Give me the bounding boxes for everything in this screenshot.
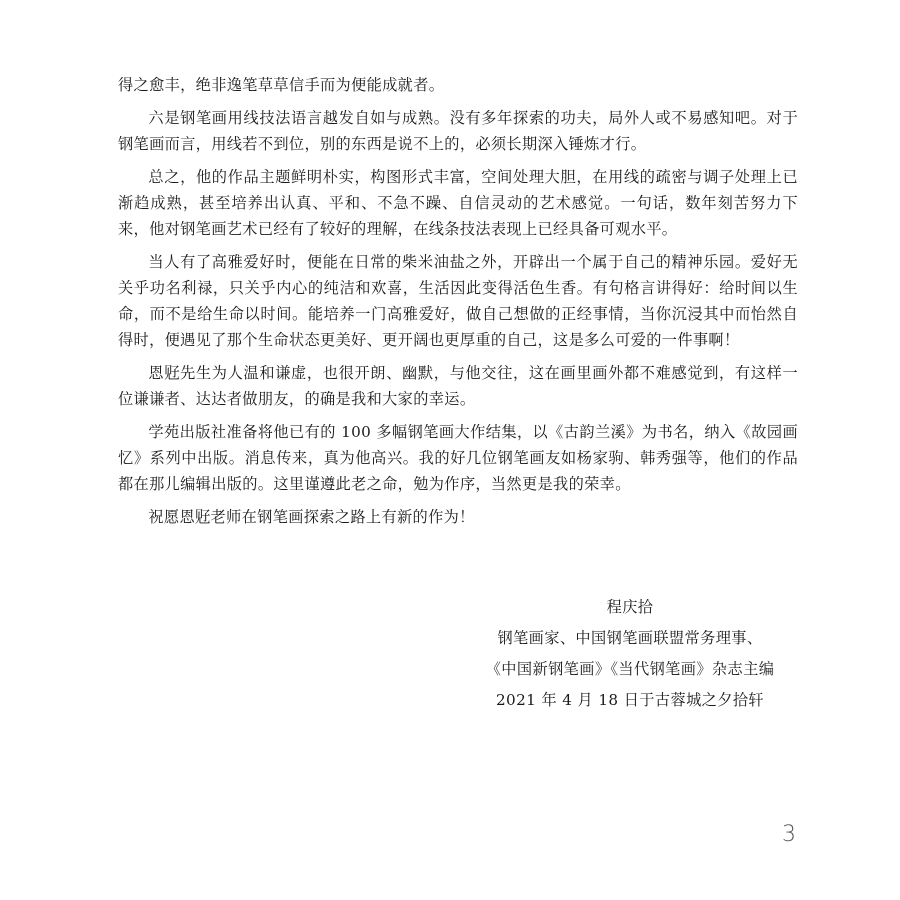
date-place: 2021 年 4 月 18 日于古蓉城之夕拾轩	[495, 691, 765, 709]
paragraph-5: 恩觃先生为人温和谦虚，也很开朗、幽默，与他交往，这在画里画外都不难感觉到，有这样一位谦谦者、达达者做朋友，的确是我和大家的幸运。	[118, 364, 798, 408]
paragraph-1: 得之愈丰，绝非逸笔草草信手而为便能成就者。	[118, 76, 445, 94]
paragraph-2: 六是钢笔画用线技法语言越发自如与成熟。没有多年探索的功夫，局外人或不易感知吧。对于钢笔画而言，用线若不到位，别的东西是说不上的，必须长期深入锤炼才行。	[118, 109, 798, 153]
paragraph-6: 学苑出版社准备将他已有的 100 多幅钢笔画大作结集，以《古韵兰溪》为书名，纳入《故园画忆》系列中出版。消息传来，真为他高兴。我的好几位钢笔画友如杨家驹、韩秀强等，他们的作品都在那儿编辑出版的。这里谨遵此老之命，勉为作序，当然更是我的荣幸。	[118, 423, 798, 493]
paragraph-3: 总之，他的作品主题鲜明朴实，构图形式丰富，空间处理大胆，在用线的疏密与调子处理上已渐趋成熟，甚至培养出认真、平和、不急不躁、自信灵动的艺术感觉。一句话，数年刻苦努力下来，他对钢笔画艺术已经有了较好的理解，在线条技法表现上已经具备可观水平。	[118, 168, 798, 238]
signature-block	[460, 592, 800, 716]
author-title-line-2: 《中国新钢笔画》《当代钢笔画》杂志主编	[485, 660, 775, 678]
author-name: 程庆拾	[606, 598, 654, 616]
author-title-line-1: 钢笔画家、中国钢笔画联盟常务理事、	[497, 629, 763, 647]
paragraph-7: 祝愿恩觃老师在钢笔画探索之路上有新的作为！	[148, 508, 475, 526]
paragraph-4: 当人有了高雅爱好时，便能在日常的柴米油盐之外，开辟出一个属于自己的精神乐园。爱好无关乎功名利禄，只关乎内心的纯洁和欢喜，生活因此变得活色生香。有句格言讲得好：给时间以生命，而不是给生命以时间。能培养一门高雅爱好，做自己想做的正经事情，当你沉浸其中而怡然自得时，便遇见了那个生命状态更美好、更开阔也更厚重的自己，这是多么可爱的一件事啊！	[118, 253, 798, 349]
page-number: 3	[782, 822, 796, 847]
body-text	[118, 72, 798, 537]
